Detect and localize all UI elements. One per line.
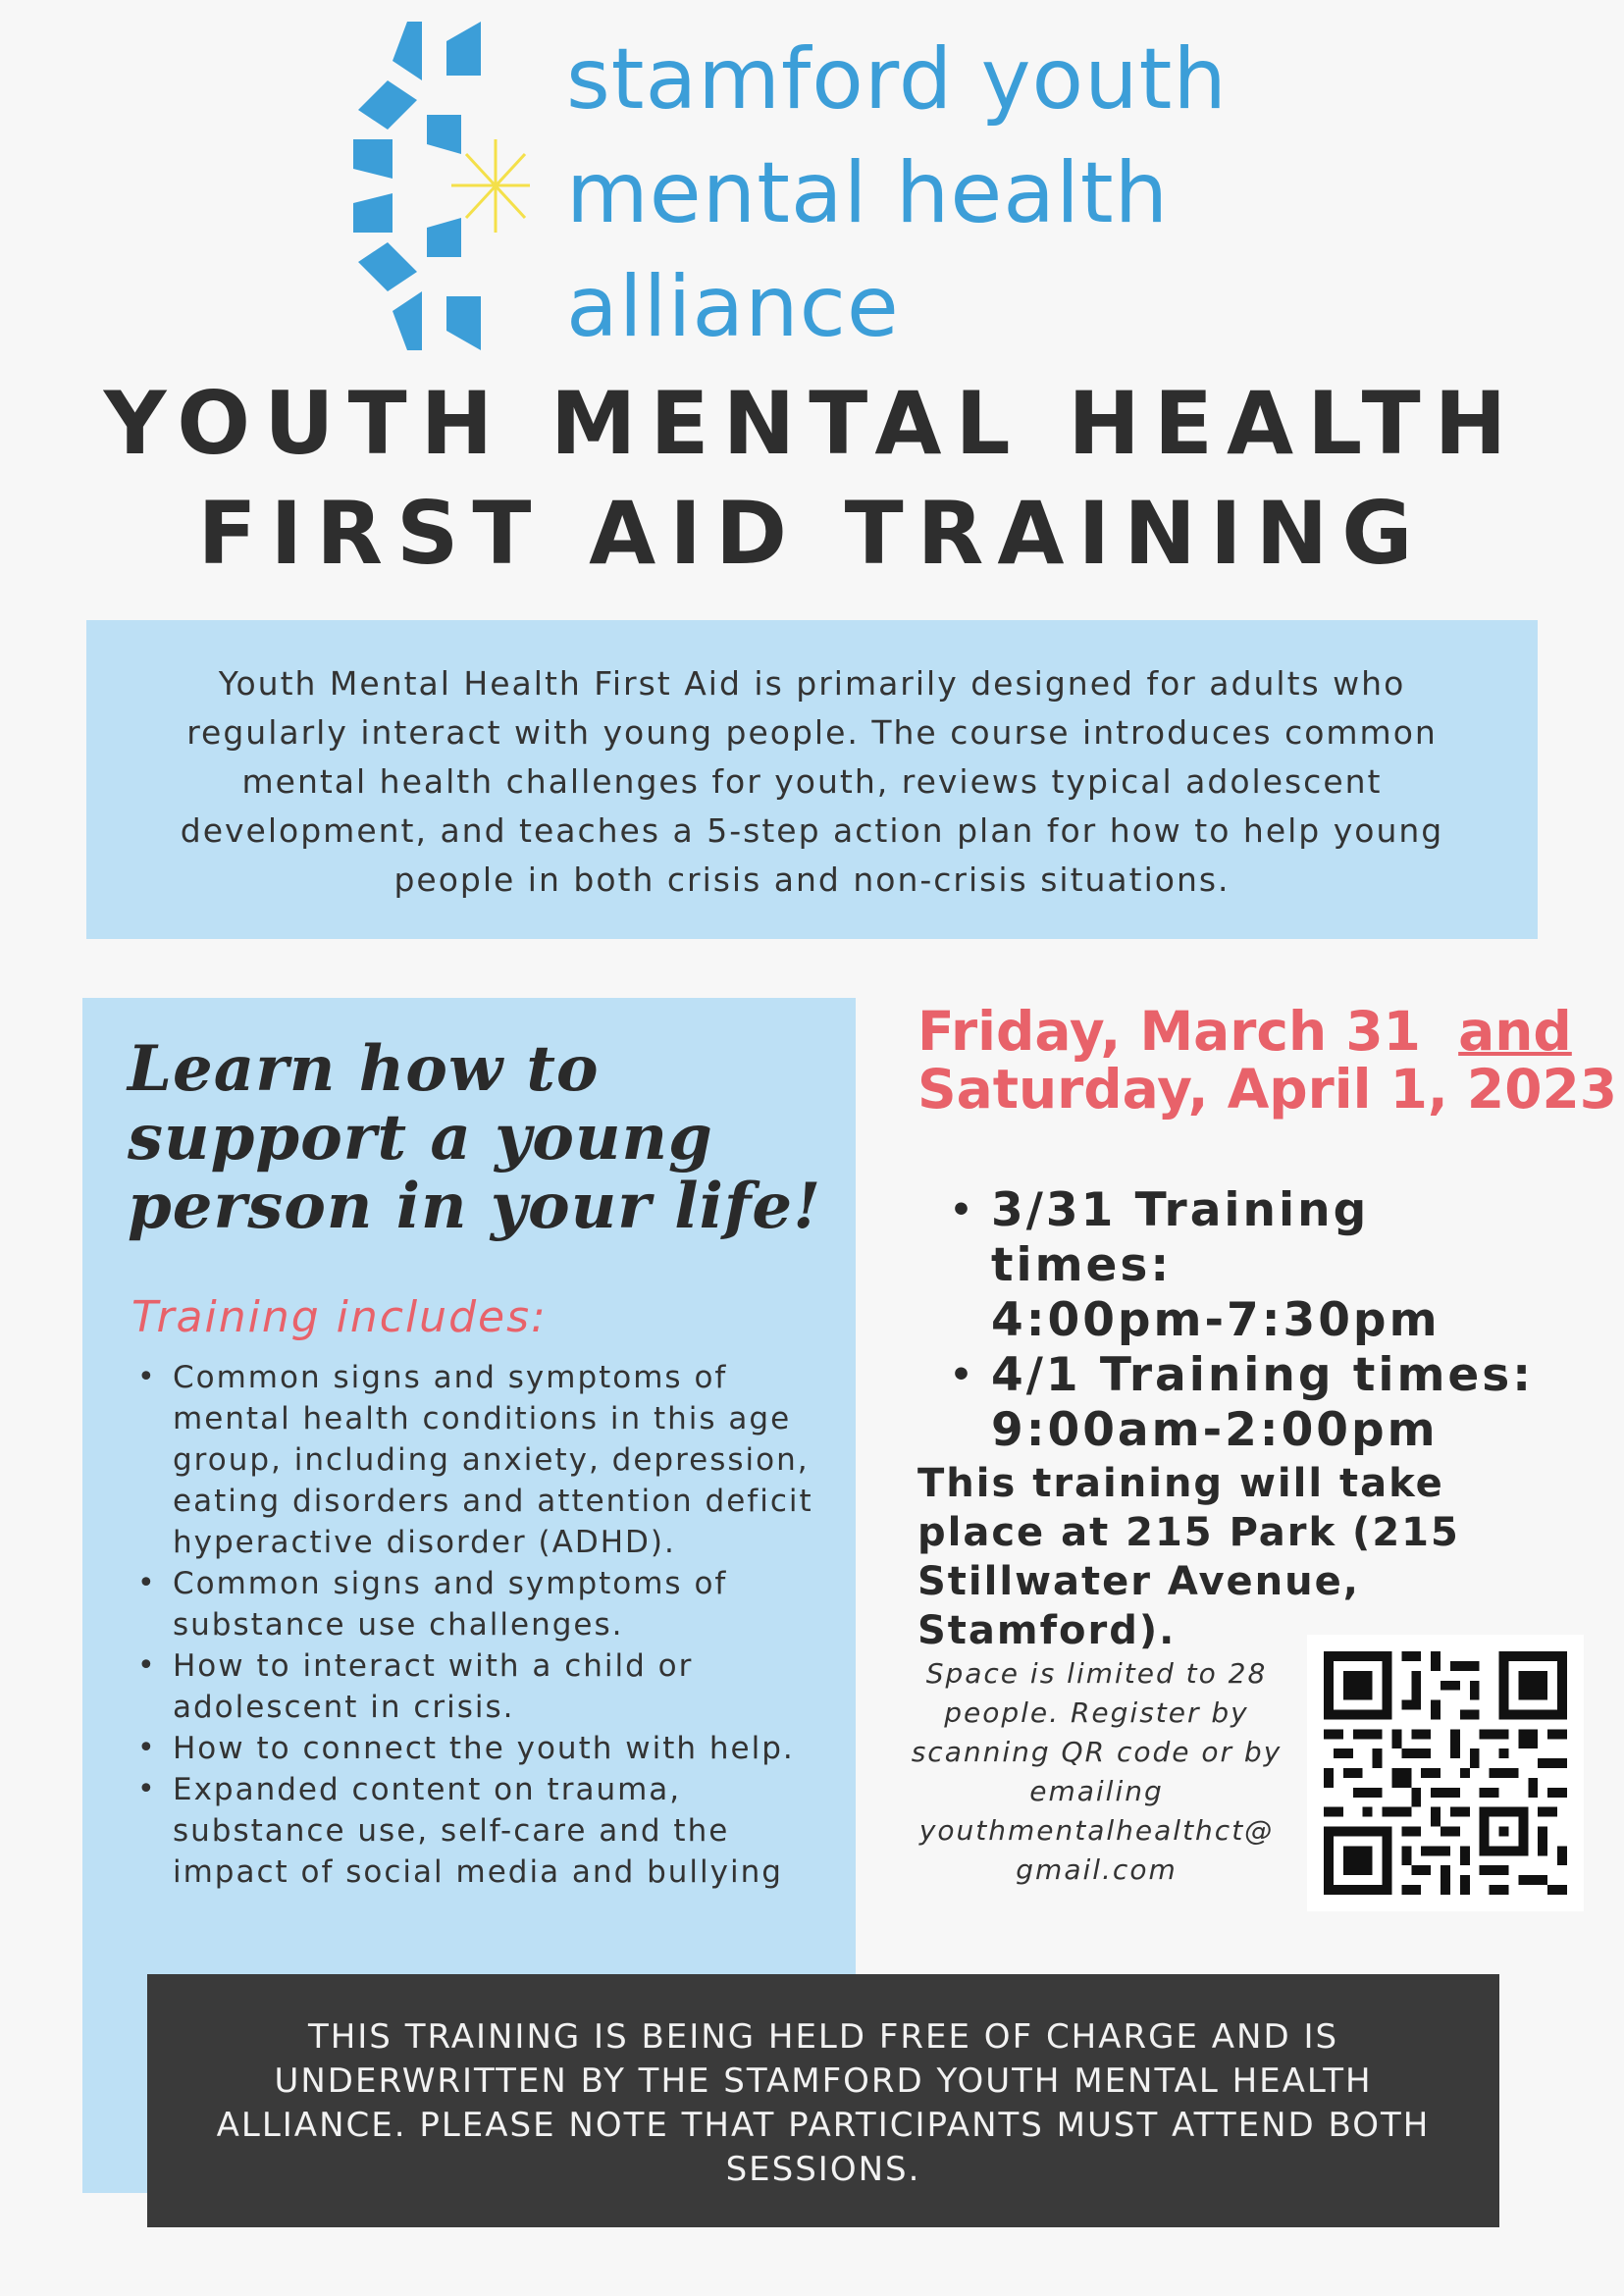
- includes-heading: Training includes:: [131, 1292, 548, 1342]
- list-item: • Common signs and symptoms of substance use challenges.: [133, 1563, 840, 1645]
- date-line2: Saturday, April 1, 2023: [917, 1058, 1618, 1121]
- list-item: • How to interact with a child or adolescent in crisis.: [133, 1645, 840, 1728]
- logo-text-line2: mental health: [566, 144, 1170, 242]
- list-item: • Common signs and symptoms of mental health conditions in this age group, including anxiety, depression, eating disorders and attention deficit hyperactive disorder (ADHD).: [133, 1357, 840, 1563]
- learn-heading: Learn how to support a young person in your life!: [128, 1032, 822, 1243]
- register-text: Space is limited to 28 people. Register by scanning QR code or by emailing youthmentalhealthct@ gmail.com: [911, 1657, 1283, 1886]
- page-title-line1: YOUTH MENTAL HEALTH: [103, 373, 1521, 474]
- page-title-line2: FIRST AID TRAINING: [197, 483, 1427, 584]
- qr-code[interactable]: [1307, 1635, 1584, 1911]
- training-time-item: • 4/1 Training times: 9:00am-2:00pm: [950, 1348, 1558, 1458]
- intro-box: [86, 620, 1538, 939]
- includes-list: [133, 1357, 840, 1893]
- date-line1: [917, 1000, 1572, 1063]
- training-time-item: • 3/31 Training times: 4:00pm-7:30pm: [950, 1183, 1558, 1348]
- intro-text: Youth Mental Health First Aid is primarily designed for adults who regularly interact with young people. The course introduces common mental health challenges for youth, reviews typical adolescent development, and teaches a 5-step action plan for how to help young people in both crisis and non-crisis situations.: [180, 664, 1444, 899]
- logo-mark-icon: [353, 22, 530, 360]
- logo-text-line3: alliance: [566, 258, 900, 356]
- location-text: This training will take place at 215 Park (215 Stillwater Avenue, Stamford).: [917, 1461, 1460, 1653]
- date-and: and: [1458, 1000, 1572, 1063]
- logo-text-line1: stamford youth: [566, 30, 1228, 129]
- free-of-charge-banner: [147, 1974, 1499, 2227]
- banner-text: THIS TRAINING IS BEING HELD FREE OF CHARGE AND IS UNDERWRITTEN BY THE STAMFORD YOUTH MENTAL HEALTH ALLIANCE. PLEASE NOTE THAT PARTICIPANTS MUST ATTEND BOTH SESSIONS.: [216, 2017, 1431, 2189]
- qr-code-icon: [1324, 1651, 1567, 1895]
- date-friday: Friday, March 31: [917, 1000, 1421, 1063]
- list-item: • How to connect the youth with help.: [133, 1728, 840, 1769]
- list-item: • Expanded content on trauma, substance use, self-care and the impact of social media and bullying: [133, 1769, 840, 1893]
- training-times-list: [950, 1183, 1558, 1458]
